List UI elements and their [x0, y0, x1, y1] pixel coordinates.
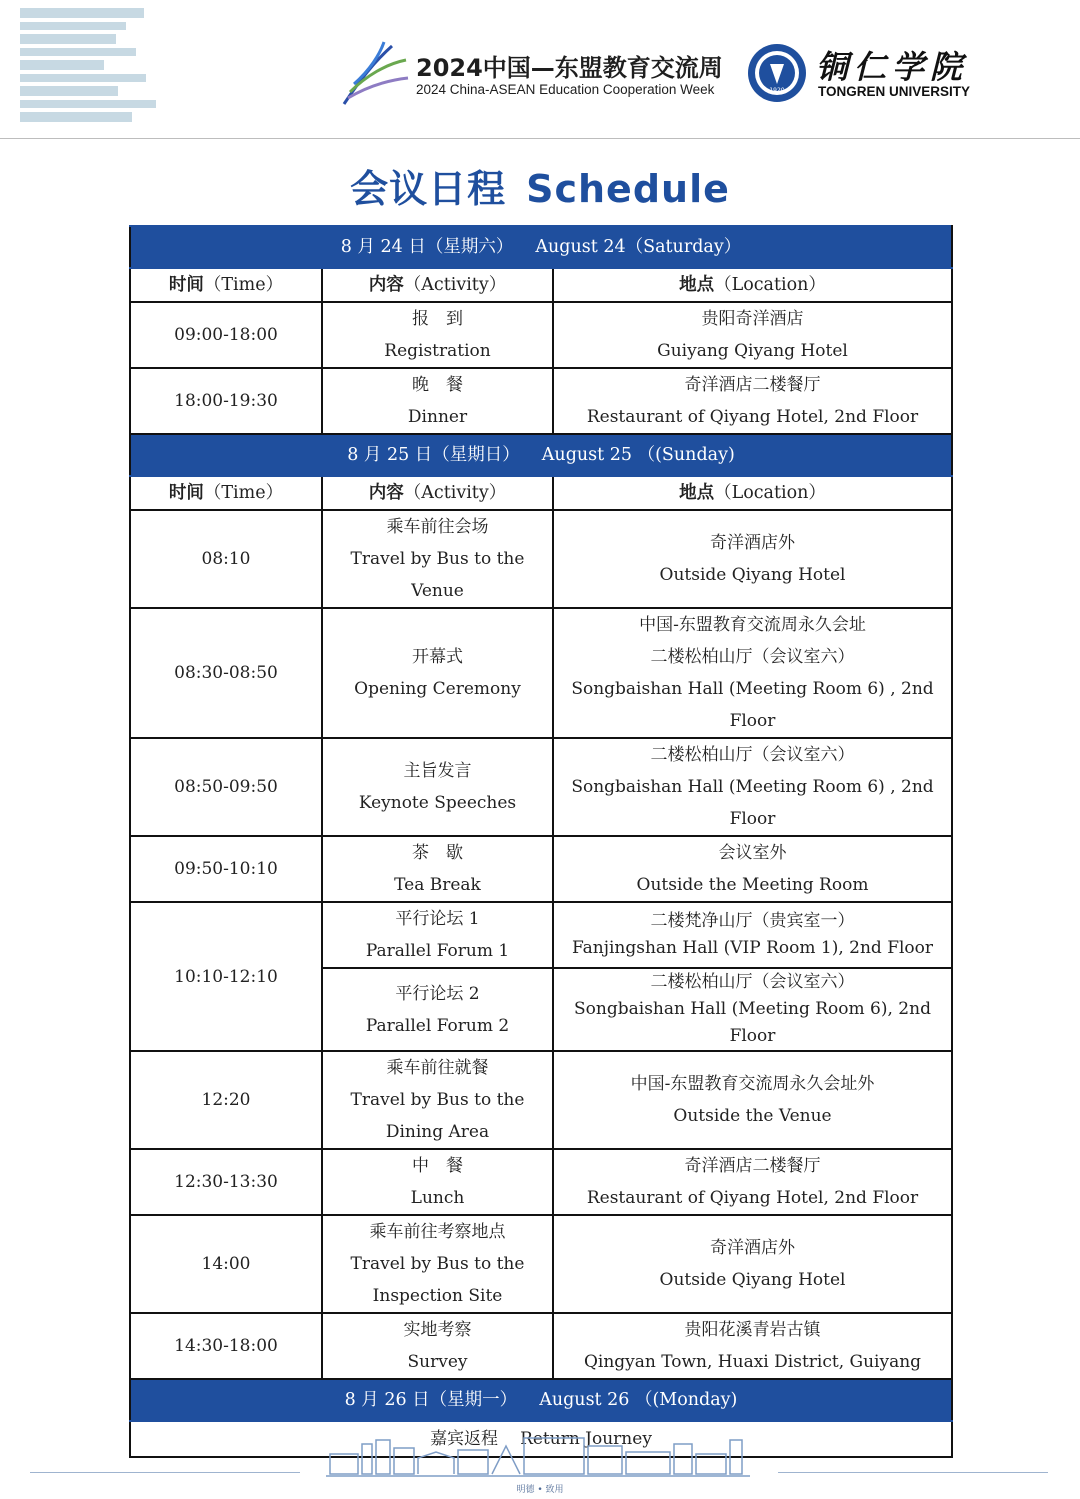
col-time: 时间（Time）: [130, 476, 322, 510]
table-row: [130, 368, 952, 434]
time-cell: 09:00-18:00: [130, 302, 322, 368]
university-seal-icon: [746, 42, 808, 104]
table-row: [130, 1313, 952, 1379]
location-cell: 会议室外 Outside the Meeting Room: [553, 836, 952, 902]
location-cell: 贵阳花溪青岩古镇 Qingyan Town, Huaxi District, Guiyang: [553, 1313, 952, 1379]
footer-rule-right: [778, 1472, 1048, 1473]
location-cell: 中国-东盟教育交流周永久会址外 Outside the Venue: [553, 1051, 952, 1149]
location-cell: 奇洋酒店二楼餐厅 Restaurant of Qiyang Hotel, 2nd Floor: [553, 368, 952, 434]
event-swoosh-logo: [340, 40, 410, 106]
location-cell: 中国-东盟教育交流周永久会址 二楼松柏山厅（会议室六） Songbaishan Hall (Meeting Room 6) , 2nd Floor: [553, 608, 952, 738]
location-cell: 奇洋酒店外 Outside Qiyang Hotel: [553, 510, 952, 608]
day-header-aug25: [130, 434, 952, 476]
time-cell: 10:10-12:10: [130, 902, 322, 1051]
day-en: August 24（Saturday）: [535, 237, 742, 257]
activity-cell: 乘车前往就餐 Travel by Bus to the Dining Area: [322, 1051, 553, 1149]
table-row: [130, 302, 952, 368]
table-row: [130, 1051, 952, 1149]
column-header-row: [130, 476, 952, 510]
table-row: [130, 738, 952, 836]
event-title-cn: 2024中国—东盟教育交流周: [416, 54, 723, 82]
col-location: 地点（Location）: [553, 268, 952, 302]
university-name-cn: 铜仁学院: [816, 48, 969, 86]
footer: [0, 1418, 1080, 1499]
time-cell: 08:50-09:50: [130, 738, 322, 836]
time-cell: 09:50-10:10: [130, 836, 322, 902]
day-cn: 8 月 25 日（星期日）: [347, 445, 520, 465]
activity-cell: 中 餐 Lunch: [322, 1149, 553, 1215]
location-cell: 奇洋酒店二楼餐厅 Restaurant of Qiyang Hotel, 2nd Floor: [553, 1149, 952, 1215]
page-title-en: Schedule: [526, 167, 730, 211]
day-en: August 25 （(Sunday): [541, 445, 735, 465]
col-time: 时间（Time）: [130, 268, 322, 302]
col-activity: 内容（Activity）: [322, 268, 553, 302]
campus-skyline-icon: [326, 1432, 750, 1480]
footer-motto: 明德 • 致用: [516, 1485, 564, 1495]
header-divider: [0, 138, 1080, 139]
activity-cell: 平行论坛 2 Parallel Forum 2: [322, 968, 553, 1051]
location-cell: 奇洋酒店外 Outside Qiyang Hotel: [553, 1215, 952, 1313]
activity-cell: 开幕式 Opening Ceremony: [322, 608, 553, 738]
col-activity: 内容（Activity）: [322, 476, 553, 510]
event-branding: [340, 40, 1000, 110]
time-cell: 08:10: [130, 510, 322, 608]
schedule-table: [129, 225, 953, 1458]
activity-cell: 平行论坛 1 Parallel Forum 1: [322, 902, 553, 968]
activity-cell: 晚 餐 Dinner: [322, 368, 553, 434]
location-cell: 二楼梵净山厅（贵宾室一） Fanjingshan Hall (VIP Room 1), 2nd Floor: [553, 902, 952, 968]
footer-rule-left: [30, 1472, 300, 1473]
activity-cell: 报 到 Registration: [322, 302, 553, 368]
activity-cell: 茶 歇 Tea Break: [322, 836, 553, 902]
page-title: [0, 158, 1080, 213]
day-cn: 8 月 24 日（星期六）: [340, 237, 514, 257]
table-row: [130, 1215, 952, 1313]
day-en: August 26 （(Monday): [539, 1390, 738, 1410]
time-cell: 12:30-13:30: [130, 1149, 322, 1215]
location-cell: 二楼松柏山厅（会议室六） Songbaishan Hall (Meeting Room 6), 2nd Floor: [553, 968, 952, 1051]
table-row: [130, 510, 952, 608]
table-row: [130, 1149, 952, 1215]
location-cell: 贵阳奇洋酒店 Guiyang Qiyang Hotel: [553, 302, 952, 368]
day-header-aug26: [130, 1379, 952, 1421]
page-title-cn: 会议日程: [350, 167, 507, 211]
return-journey-cell: 嘉宾返程 Return Journey: [130, 1421, 952, 1457]
activity-cell: 主旨发言 Keynote Speeches: [322, 738, 553, 836]
location-cell: 二楼松柏山厅（会议室六） Songbaishan Hall (Meeting Room 6) , 2nd Floor: [553, 738, 952, 836]
table-row: [130, 608, 952, 738]
activity-cell: 乘车前往会场 Travel by Bus to the Venue: [322, 510, 553, 608]
activity-cell: 实地考察 Survey: [322, 1313, 553, 1379]
event-title-en: 2024 China-ASEAN Education Cooperation Week: [416, 82, 715, 97]
university-name-en: TONGREN UNIVERSITY: [818, 84, 971, 99]
col-location: 地点（Location）: [553, 476, 952, 510]
day-cn: 8 月 26 日（星期一）: [344, 1390, 518, 1410]
seal-year: 1920: [769, 87, 785, 94]
activity-cell: 乘车前往考察地点 Travel by Bus to the Inspection Site: [322, 1215, 553, 1313]
day-header-aug24: [130, 226, 952, 268]
time-cell: 12:20: [130, 1051, 322, 1149]
column-header-row: [130, 268, 952, 302]
time-cell: 14:00: [130, 1215, 322, 1313]
table-row: [130, 836, 952, 902]
table-row: [130, 902, 952, 968]
time-cell: 08:30-08:50: [130, 608, 322, 738]
time-cell: 14:30-18:00: [130, 1313, 322, 1379]
time-cell: 18:00-19:30: [130, 368, 322, 434]
corner-stripes-logo: [20, 8, 156, 126]
